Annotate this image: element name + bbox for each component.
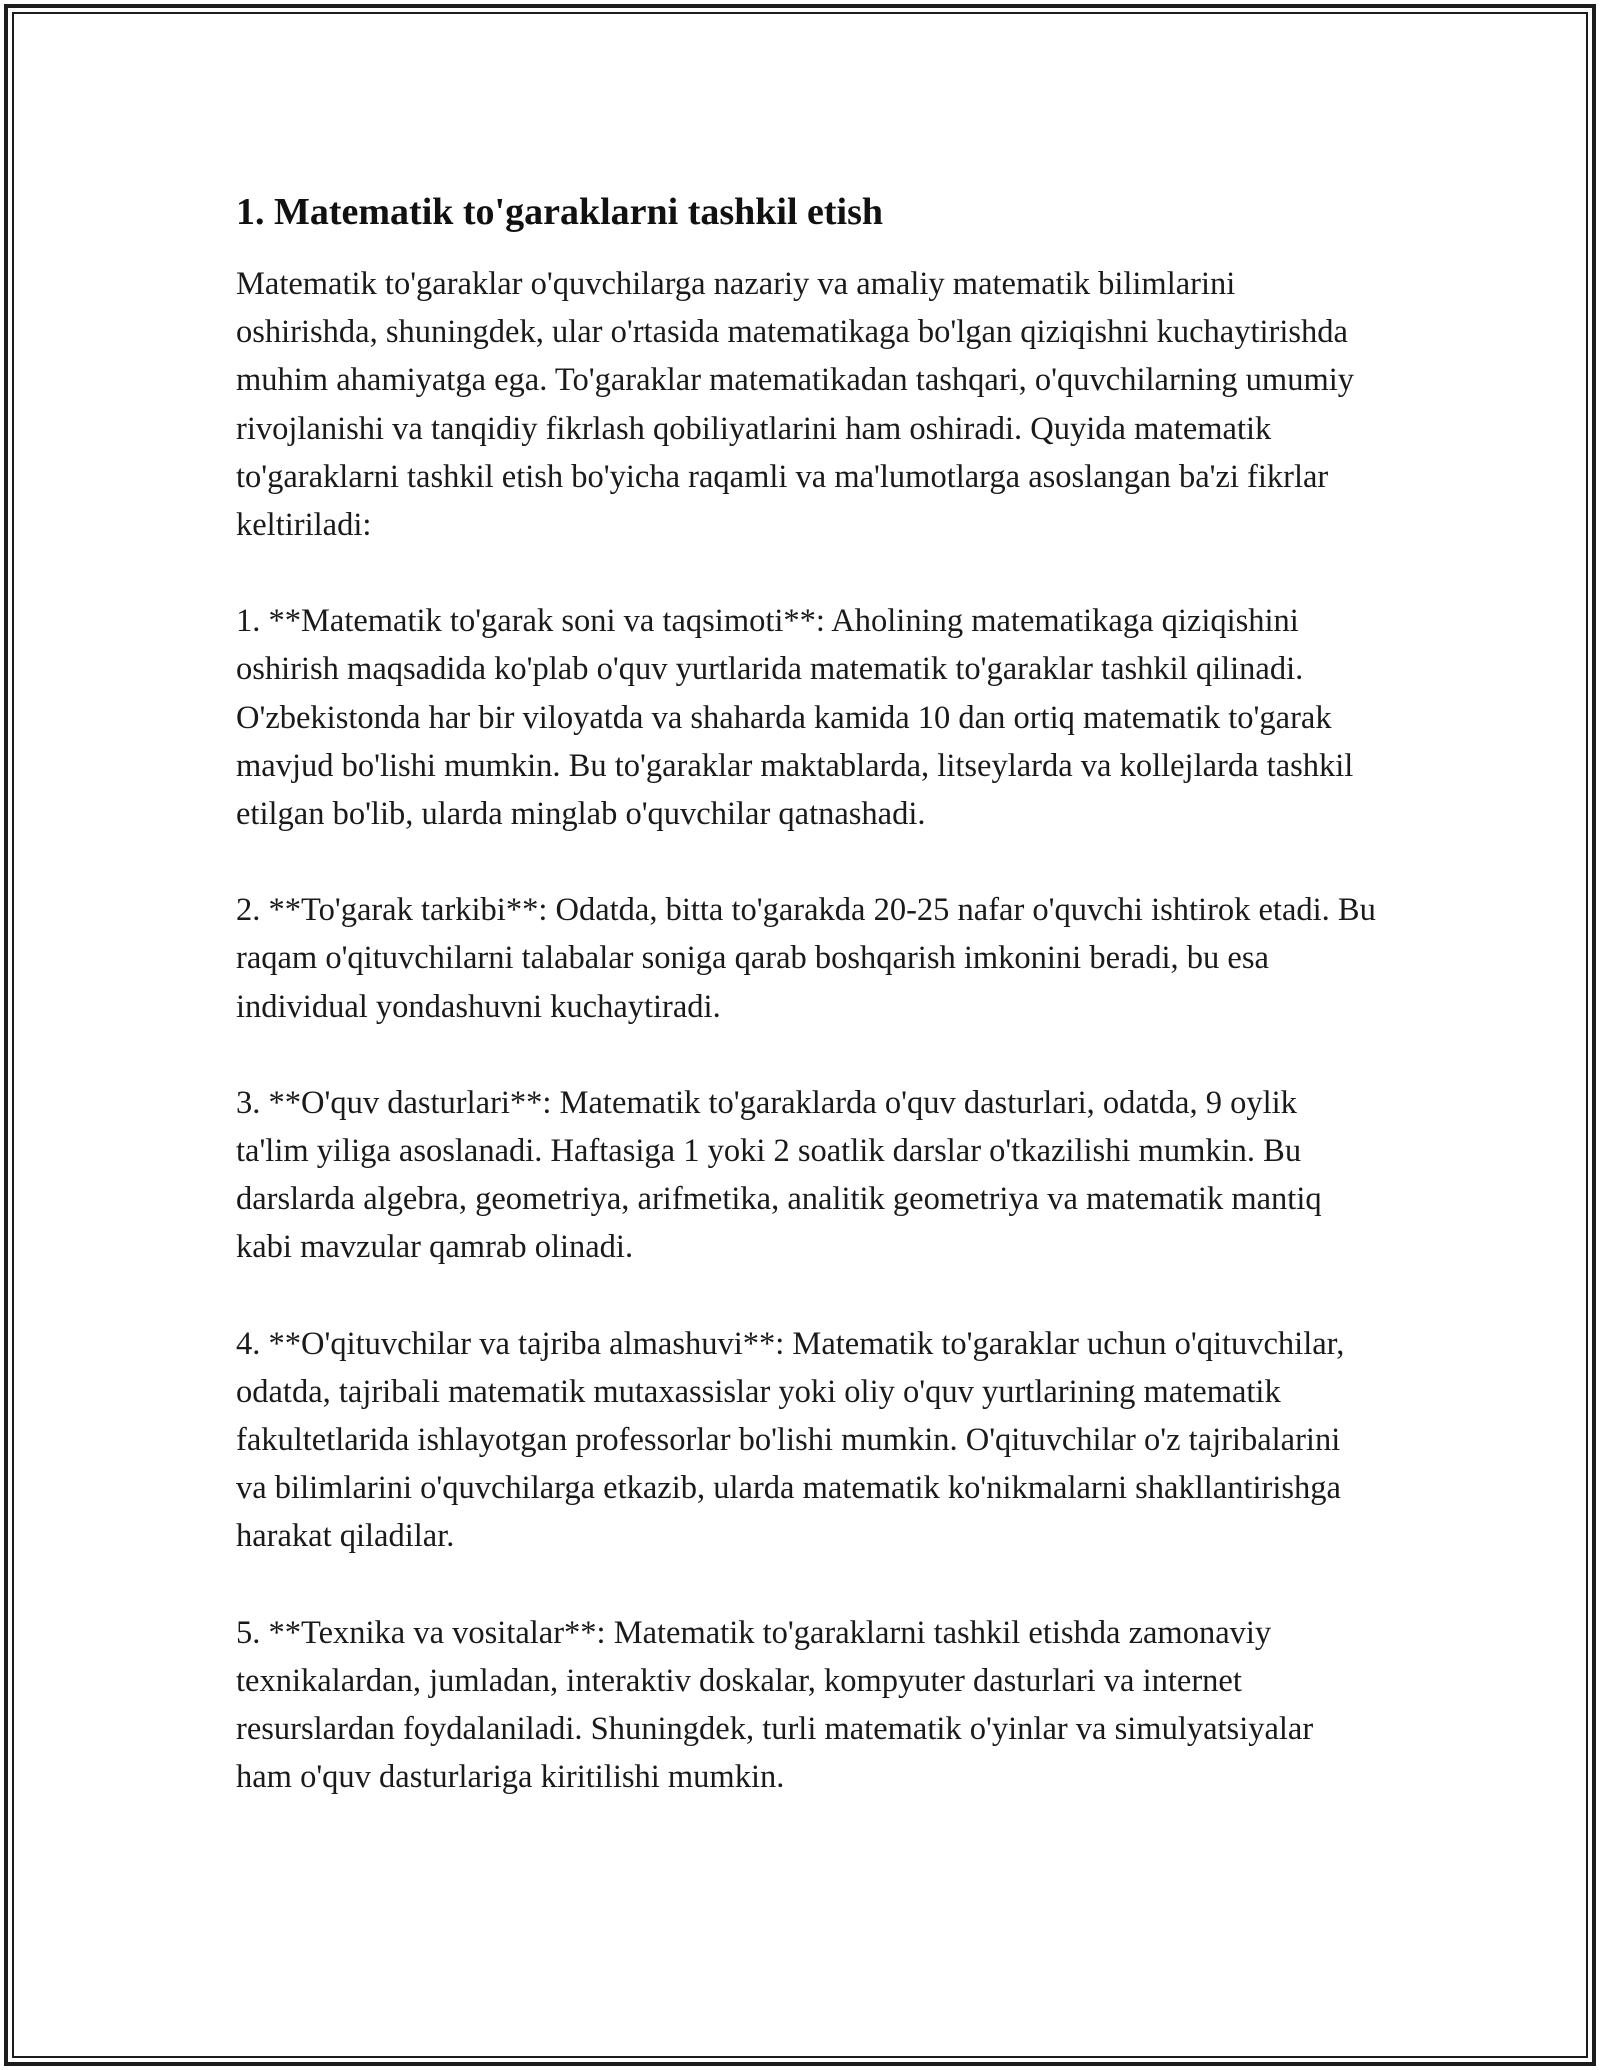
intro-paragraph: Matematik to'garaklar o'quvchilarga nazariy va amaliy matematik bilimlarini oshirishda, shuningdek, ular o'rtasida matematikaga bo'lgan qiziqishni kuchaytirishda muhim ahamiyatga ega. To'garaklar matematikadan tashqari, o'quvchilarning umumiy rivojlanishi va tanqidiy fikrlash qobiliyatlarini ham oshiradi. Quyida matematik to'garaklarni tashkil etish bo'yicha raqamli va ma'lumotlarga asoslangan ba'zi fikrlar keltiriladi: (236, 266, 1355, 544)
section-heading: 1. Matematik to'garaklarni tashkil etish (236, 191, 884, 233)
document-body (236, 186, 1376, 1849)
paragraph-item-2: 2. **To'garak tarkibi**: Odatda, bitta to'garakda 20-25 nafar o'quvchi ishtirok etadi. Bu raqam o'qituvchilarni talabalar soniga qarab boshqarish imkonini beradi, bu esa individual yondashuvni kuchaytiradi. (236, 892, 1376, 1025)
paragraph-item-5: 5. **Texnika va vositalar**: Matematik to'garaklarni tashkil etishda zamonaviy texnikalardan, jumladan, interaktiv doskalar, kompyuter dasturlari va internet resurslardan foydalaniladi. Shuningdek, turli matematik o'yinlar va simulyatsiyalar ham o'quv dasturlariga kiritilishi mumkin. (236, 1614, 1314, 1796)
paragraph-item-1: 1. **Matematik to'garak soni va taqsimoti**: Aholining matematikaga qiziqishini oshirish maqsadida ko'plab o'quv yurtlarida matematik to'garaklar tashkil qilinadi. O'zbekistonda har bir viloyatda va shaharda kamida 10 dan ortiq matematik to'garak mavjud bo'lishi mumkin. Bu to'garaklar maktablarda, litseylarda va kollejlarda tashkil etilgan bo'lib, ularda minglab o'quvchilar qatnashadi. (236, 603, 1354, 833)
paragraph-item-3: 3. **O'quv dasturlari**: Matematik to'garaklarda o'quv dasturlari, odatda, 9 oylik ta'lim yiliga asoslanadi. Haftasiga 1 yoki 2 soatlik darslar o'tkazilishi mumkin. Bu darslarda algebra, geometriya, arifmetika, analitik geometriya va matematik mantiq kabi mavzular qamrab olinadi. (236, 1084, 1322, 1266)
paragraph-item-4: 4. **O'qituvchilar va tajriba almashuvi**: Matematik to'garaklar uchun o'qituvchilar, odatda, tajribali matematik mutaxassislar yoki oliy o'quv yurtlarining matematik fakultetlarida ishlayotgan professorlar bo'lishi mumkin. O'qituvchilar o'z tajribalarini va bilimlarini o'quvchilarga etkazib, ularda matematik ko'nikmalarni shakllantirishga harakat qiladilar. (236, 1325, 1345, 1555)
